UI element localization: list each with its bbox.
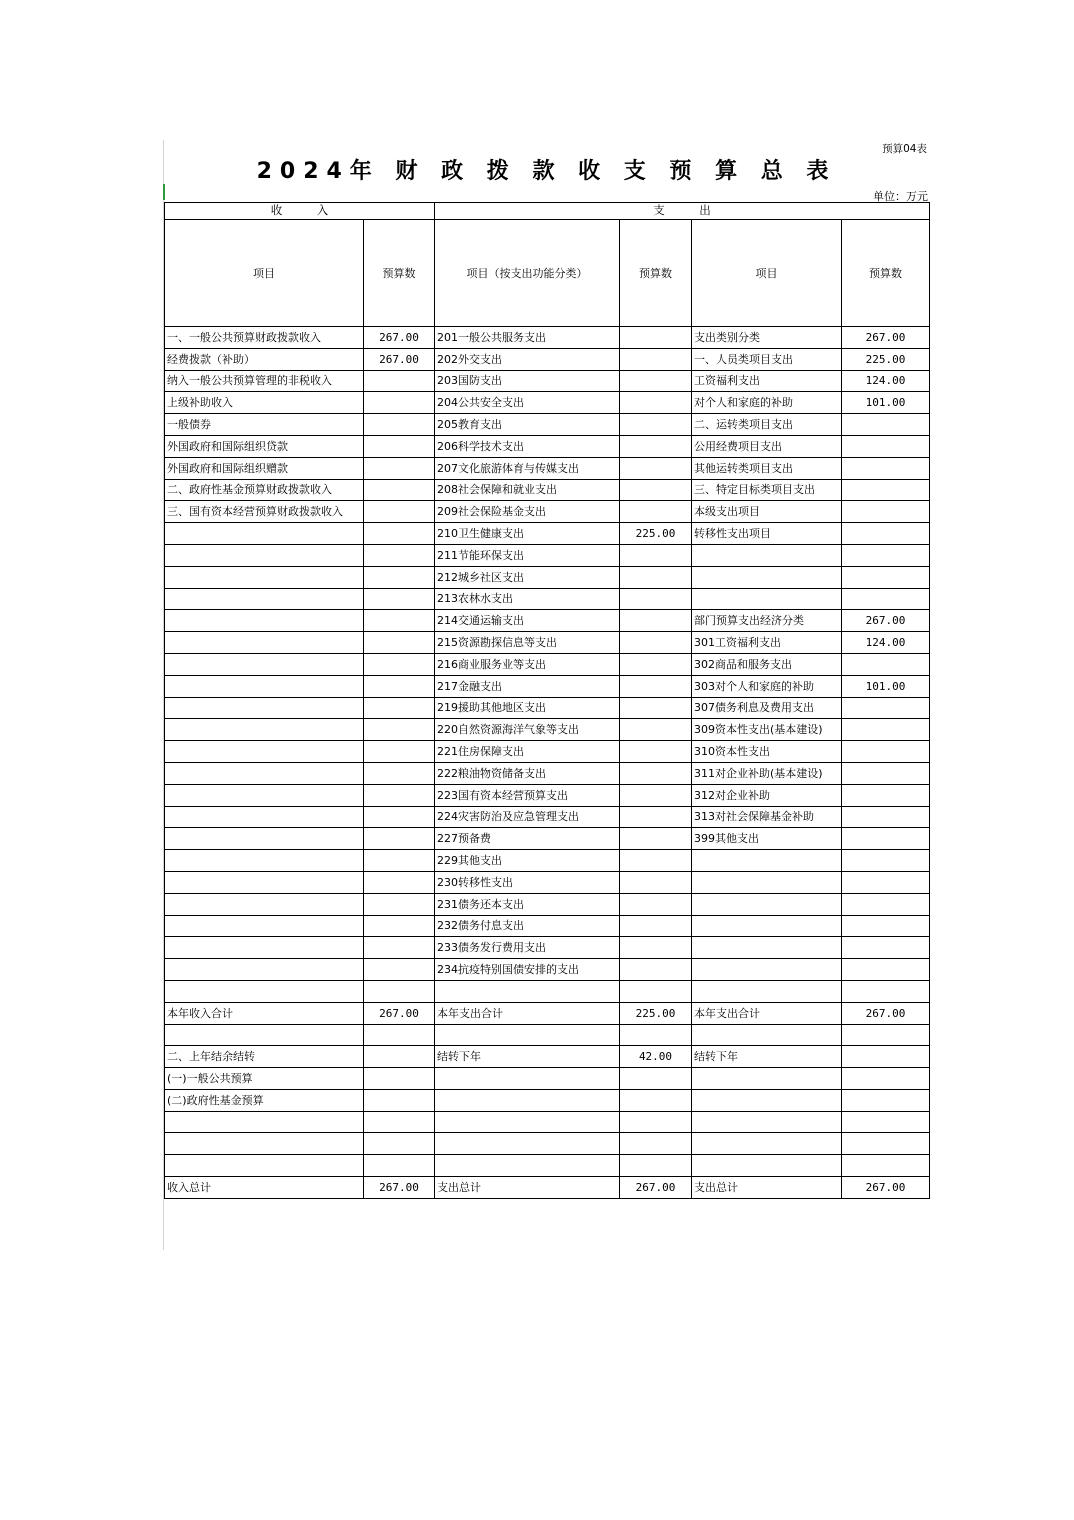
type-amount-cell [842,1024,930,1046]
type-item-cell [692,980,842,1002]
income-amount-cell [364,850,435,872]
income-amount-cell: 267.00 [364,1002,435,1024]
income-section-header: 收 入 [165,203,435,220]
type-item-cell: 303对个人和家庭的补助 [692,675,842,697]
type-amount-cell [842,828,930,850]
income-amount-cell [364,501,435,523]
type-item-cell [692,915,842,937]
function-amount-cell: 42.00 [620,1046,692,1068]
function-amount-cell [620,959,692,981]
function-item-cell: 231债务还本支出 [435,893,620,915]
type-amount-cell [842,893,930,915]
type-item-cell: 支出总计 [692,1177,842,1199]
function-item-cell [435,1111,620,1133]
income-amount-cell [364,784,435,806]
type-amount-cell [842,566,930,588]
table-row [165,1155,930,1177]
income-amount-cell [364,937,435,959]
function-amount-cell [620,697,692,719]
function-amount-cell [620,1068,692,1090]
function-item-cell: 结转下年 [435,1046,620,1068]
type-amount-cell [842,719,930,741]
type-amount-cell [842,871,930,893]
income-item-cell [165,784,364,806]
function-item-cell: 220自然资源海洋气象等支出 [435,719,620,741]
table-row [165,566,930,588]
type-amount-header: 预算数 [842,220,930,327]
type-item-cell: 其他运转类项目支出 [692,457,842,479]
table-row [165,632,930,654]
table-row [165,719,930,741]
income-amount-cell: 267.00 [364,348,435,370]
function-item-cell: 205教育支出 [435,414,620,436]
type-item-cell: 399其他支出 [692,828,842,850]
type-item-cell: 支出类别分类 [692,327,842,349]
income-item-cell: 一、一般公共预算财政拨款收入 [165,327,364,349]
function-amount-cell [620,632,692,654]
type-item-cell [692,566,842,588]
income-amount-cell [364,610,435,632]
income-amount-cell [364,806,435,828]
income-item-cell [165,1133,364,1155]
function-item-cell [435,1155,620,1177]
type-amount-cell [842,1068,930,1090]
income-amount-cell [364,980,435,1002]
type-item-cell [692,893,842,915]
table-row [165,501,930,523]
type-amount-cell: 101.00 [842,675,930,697]
function-item-cell: 217金融支出 [435,675,620,697]
function-amount-cell [620,588,692,610]
income-item-cell [165,675,364,697]
function-item-cell: 204公共安全支出 [435,392,620,414]
function-item-cell: 203国防支出 [435,370,620,392]
income-item-cell [165,632,364,654]
function-item-cell: 208社会保障和就业支出 [435,479,620,501]
income-amount-cell [364,632,435,654]
type-item-cell [692,1133,842,1155]
function-item-cell: 213农林水支出 [435,588,620,610]
function-item-cell: 本年支出合计 [435,1002,620,1024]
function-amount-cell [620,501,692,523]
income-amount-cell [364,959,435,981]
type-item-cell: 对个人和家庭的补助 [692,392,842,414]
income-item-cell: 收入总计 [165,1177,364,1199]
income-item-cell: (一)一般公共预算 [165,1068,364,1090]
type-item-cell: 301工资福利支出 [692,632,842,654]
income-item-cell [165,893,364,915]
income-amount-cell [364,1155,435,1177]
function-amount-cell [620,370,692,392]
type-item-cell: 结转下年 [692,1046,842,1068]
type-amount-cell: 101.00 [842,392,930,414]
income-amount-cell [364,523,435,545]
function-item-cell: 234抗疫特别国债安排的支出 [435,959,620,981]
type-amount-cell: 267.00 [842,327,930,349]
income-item-cell: (二)政府性基金预算 [165,1089,364,1111]
type-item-cell [692,871,842,893]
income-item-cell [165,1155,364,1177]
form-number: 预算04表 [882,143,927,155]
cell-cursor-marker [163,184,165,200]
table-row [165,762,930,784]
income-amount-cell [364,1046,435,1068]
function-amount-cell [620,719,692,741]
income-amount-cell [364,544,435,566]
income-item-cell [165,850,364,872]
type-amount-cell [842,435,930,457]
income-item-cell [165,762,364,784]
income-item-cell [165,523,364,545]
function-amount-cell [620,1089,692,1111]
table-row [165,414,930,436]
function-item-cell: 202外交支出 [435,348,620,370]
function-amount-cell [620,871,692,893]
table-row [165,1046,930,1068]
income-amount-cell [364,828,435,850]
type-item-cell [692,1111,842,1133]
type-item-cell: 309资本性支出(基本建设) [692,719,842,741]
income-amount-cell [364,915,435,937]
function-item-cell: 221住房保障支出 [435,741,620,763]
income-item-cell [165,697,364,719]
function-amount-cell [620,893,692,915]
function-amount-cell [620,937,692,959]
table-row [165,610,930,632]
function-item-cell [435,980,620,1002]
income-amount-header: 预算数 [364,220,435,327]
column-header-row [165,220,930,327]
income-item-cell: 二、政府性基金预算财政拨款收入 [165,479,364,501]
type-item-cell [692,1155,842,1177]
function-amount-cell [620,348,692,370]
type-amount-cell [842,1133,930,1155]
type-amount-cell [842,653,930,675]
income-item-cell: 外国政府和国际组织赠款 [165,457,364,479]
unit-label: 单位：万元 [873,190,928,203]
table-row [165,370,930,392]
type-amount-cell [842,588,930,610]
income-amount-cell [364,871,435,893]
function-item-cell: 211节能环保支出 [435,544,620,566]
income-item-cell: 本年收入合计 [165,1002,364,1024]
function-amount-cell [620,806,692,828]
income-item-cell [165,959,364,981]
function-item-cell [435,1068,620,1090]
income-item-cell [165,937,364,959]
type-item-cell [692,937,842,959]
function-item-cell: 214交通运输支出 [435,610,620,632]
function-amount-cell [620,544,692,566]
function-item-cell [435,1133,620,1155]
type-item-cell: 公用经费项目支出 [692,435,842,457]
income-item-cell: 三、国有资本经营预算财政拨款收入 [165,501,364,523]
function-item-cell [435,1024,620,1046]
table-row [165,937,930,959]
type-amount-cell [842,479,930,501]
income-amount-cell [364,719,435,741]
function-amount-cell [620,435,692,457]
section-header-row [165,203,930,220]
function-amount-cell [620,784,692,806]
function-amount-cell [620,392,692,414]
function-amount-cell [620,1155,692,1177]
type-amount-cell: 124.00 [842,370,930,392]
function-amount-cell: 225.00 [620,523,692,545]
function-item-cell: 206科学技术支出 [435,435,620,457]
function-item-cell: 232债务付息支出 [435,915,620,937]
function-item-cell: 229其他支出 [435,850,620,872]
function-item-cell: 210卫生健康支出 [435,523,620,545]
income-amount-cell [364,414,435,436]
type-amount-cell: 124.00 [842,632,930,654]
type-amount-cell [842,414,930,436]
table-row [165,392,930,414]
income-item-cell: 外国政府和国际组织贷款 [165,435,364,457]
type-item-cell [692,544,842,566]
function-amount-cell [620,457,692,479]
table-row [165,871,930,893]
function-item-cell: 223国有资本经营预算支出 [435,784,620,806]
type-amount-cell [842,980,930,1002]
table-row [165,479,930,501]
function-amount-header: 预算数 [620,220,692,327]
function-item-cell [435,1089,620,1111]
table-row [165,741,930,763]
function-amount-cell [620,675,692,697]
type-item-cell: 307债务利息及费用支出 [692,697,842,719]
function-amount-cell [620,828,692,850]
type-item-cell: 一、人员类项目支出 [692,348,842,370]
type-item-cell [692,588,842,610]
income-item-cell [165,915,364,937]
table-row [165,1177,930,1199]
income-amount-cell [364,1068,435,1090]
income-amount-cell [364,893,435,915]
table-row [165,523,930,545]
function-amount-cell [620,479,692,501]
expenditure-section-header: 支 出 [435,203,930,220]
type-item-cell: 311对企业补助(基本建设) [692,762,842,784]
type-amount-cell [842,959,930,981]
income-item-cell [165,741,364,763]
income-amount-cell [364,762,435,784]
type-item-cell [692,959,842,981]
function-amount-cell: 225.00 [620,1002,692,1024]
function-amount-cell [620,1111,692,1133]
income-amount-cell: 267.00 [364,327,435,349]
table-row [165,457,930,479]
table-row [165,435,930,457]
function-item-cell: 219援助其他地区支出 [435,697,620,719]
income-item-cell [165,828,364,850]
income-amount-cell [364,697,435,719]
type-item-cell: 三、特定目标类项目支出 [692,479,842,501]
function-amount-cell [620,653,692,675]
table-row [165,1002,930,1024]
type-amount-cell: 267.00 [842,1177,930,1199]
function-item-cell: 224灾害防治及应急管理支出 [435,806,620,828]
income-item-cell: 二、上年结余结转 [165,1046,364,1068]
income-amount-cell [364,1111,435,1133]
type-item-cell: 302商品和服务支出 [692,653,842,675]
income-item-cell [165,588,364,610]
type-amount-cell [842,784,930,806]
income-amount-cell [364,588,435,610]
income-item-cell [165,871,364,893]
income-amount-cell [364,479,435,501]
function-item-cell: 216商业服务业等支出 [435,653,620,675]
type-item-header: 项目 [692,220,842,327]
function-amount-cell [620,850,692,872]
type-item-cell: 本年支出合计 [692,1002,842,1024]
type-amount-cell [842,937,930,959]
type-item-cell: 312对企业补助 [692,784,842,806]
function-amount-cell [620,414,692,436]
income-amount-cell [364,370,435,392]
function-item-cell: 209社会保险基金支出 [435,501,620,523]
type-amount-cell [842,806,930,828]
income-amount-cell [364,566,435,588]
table-row [165,348,930,370]
type-amount-cell [842,1046,930,1068]
type-amount-cell [842,544,930,566]
income-item-cell [165,806,364,828]
income-item-cell [165,719,364,741]
function-amount-cell [620,566,692,588]
function-item-cell: 215资源勘探信息等支出 [435,632,620,654]
type-amount-cell: 267.00 [842,1002,930,1024]
type-amount-cell: 267.00 [842,610,930,632]
type-amount-cell [842,850,930,872]
income-item-cell: 一般债券 [165,414,364,436]
table-row [165,850,930,872]
table-row [165,697,930,719]
type-amount-cell: 225.00 [842,348,930,370]
income-item-cell [165,566,364,588]
income-item-cell [165,610,364,632]
table-row [165,959,930,981]
table-row [165,653,930,675]
type-amount-cell [842,1155,930,1177]
function-item-cell: 支出总计 [435,1177,620,1199]
type-amount-cell [842,697,930,719]
table-row [165,675,930,697]
function-item-cell: 201一般公共服务支出 [435,327,620,349]
type-amount-cell [842,523,930,545]
type-item-cell: 313对社会保障基金补助 [692,806,842,828]
income-item-cell [165,1024,364,1046]
function-item-cell: 227预备费 [435,828,620,850]
income-item-cell: 上级补助收入 [165,392,364,414]
table-row [165,1089,930,1111]
function-item-cell: 212城乡社区支出 [435,566,620,588]
table-row [165,1068,930,1090]
function-amount-cell [620,327,692,349]
type-item-cell: 310资本性支出 [692,741,842,763]
table-row [165,806,930,828]
type-amount-cell [842,1111,930,1133]
income-amount-cell [364,435,435,457]
type-amount-cell [842,457,930,479]
income-item-header: 项目 [165,220,364,327]
income-item-cell [165,544,364,566]
function-item-cell: 207文化旅游体育与传媒支出 [435,457,620,479]
type-item-cell: 二、运转类项目支出 [692,414,842,436]
type-item-cell [692,1089,842,1111]
income-item-cell [165,1111,364,1133]
table-row [165,915,930,937]
income-amount-cell [364,1024,435,1046]
income-amount-cell [364,741,435,763]
income-amount-cell [364,675,435,697]
function-amount-cell [620,741,692,763]
table-row [165,980,930,1002]
type-amount-cell [842,501,930,523]
type-item-cell [692,1024,842,1046]
function-item-header: 项目（按支出功能分类） [435,220,620,327]
income-item-cell: 纳入一般公共预算管理的非税收入 [165,370,364,392]
page-title: 2024年 财 政 拨 款 收 支 预 算 总 表 [256,159,837,184]
type-item-cell: 本级支出项目 [692,501,842,523]
table-row [165,784,930,806]
type-amount-cell [842,1089,930,1111]
type-item-cell: 工资福利支出 [692,370,842,392]
function-amount-cell [620,762,692,784]
table-row [165,893,930,915]
table-row [165,1111,930,1133]
table-row [165,1133,930,1155]
type-amount-cell [842,762,930,784]
function-amount-cell [620,980,692,1002]
type-item-cell: 部门预算支出经济分类 [692,610,842,632]
function-amount-cell [620,1133,692,1155]
function-amount-cell [620,610,692,632]
function-amount-cell [620,915,692,937]
income-amount-cell [364,1089,435,1111]
type-item-cell [692,850,842,872]
function-item-cell: 233债务发行费用支出 [435,937,620,959]
income-item-cell [165,653,364,675]
income-item-cell: 经费拨款（补助） [165,348,364,370]
function-item-cell: 222粮油物资储备支出 [435,762,620,784]
income-amount-cell [364,392,435,414]
function-amount-cell: 267.00 [620,1177,692,1199]
table-row [165,588,930,610]
type-item-cell: 转移性支出项目 [692,523,842,545]
income-amount-cell [364,653,435,675]
type-amount-cell [842,741,930,763]
table-row [165,828,930,850]
type-item-cell [692,1068,842,1090]
income-amount-cell [364,1133,435,1155]
income-item-cell [165,980,364,1002]
table-row [165,544,930,566]
function-amount-cell [620,1024,692,1046]
income-amount-cell [364,457,435,479]
function-item-cell: 230转移性支出 [435,871,620,893]
type-amount-cell [842,915,930,937]
table-row [165,1024,930,1046]
budget-summary-table [164,202,930,1199]
income-amount-cell: 267.00 [364,1177,435,1199]
table-row [165,327,930,349]
